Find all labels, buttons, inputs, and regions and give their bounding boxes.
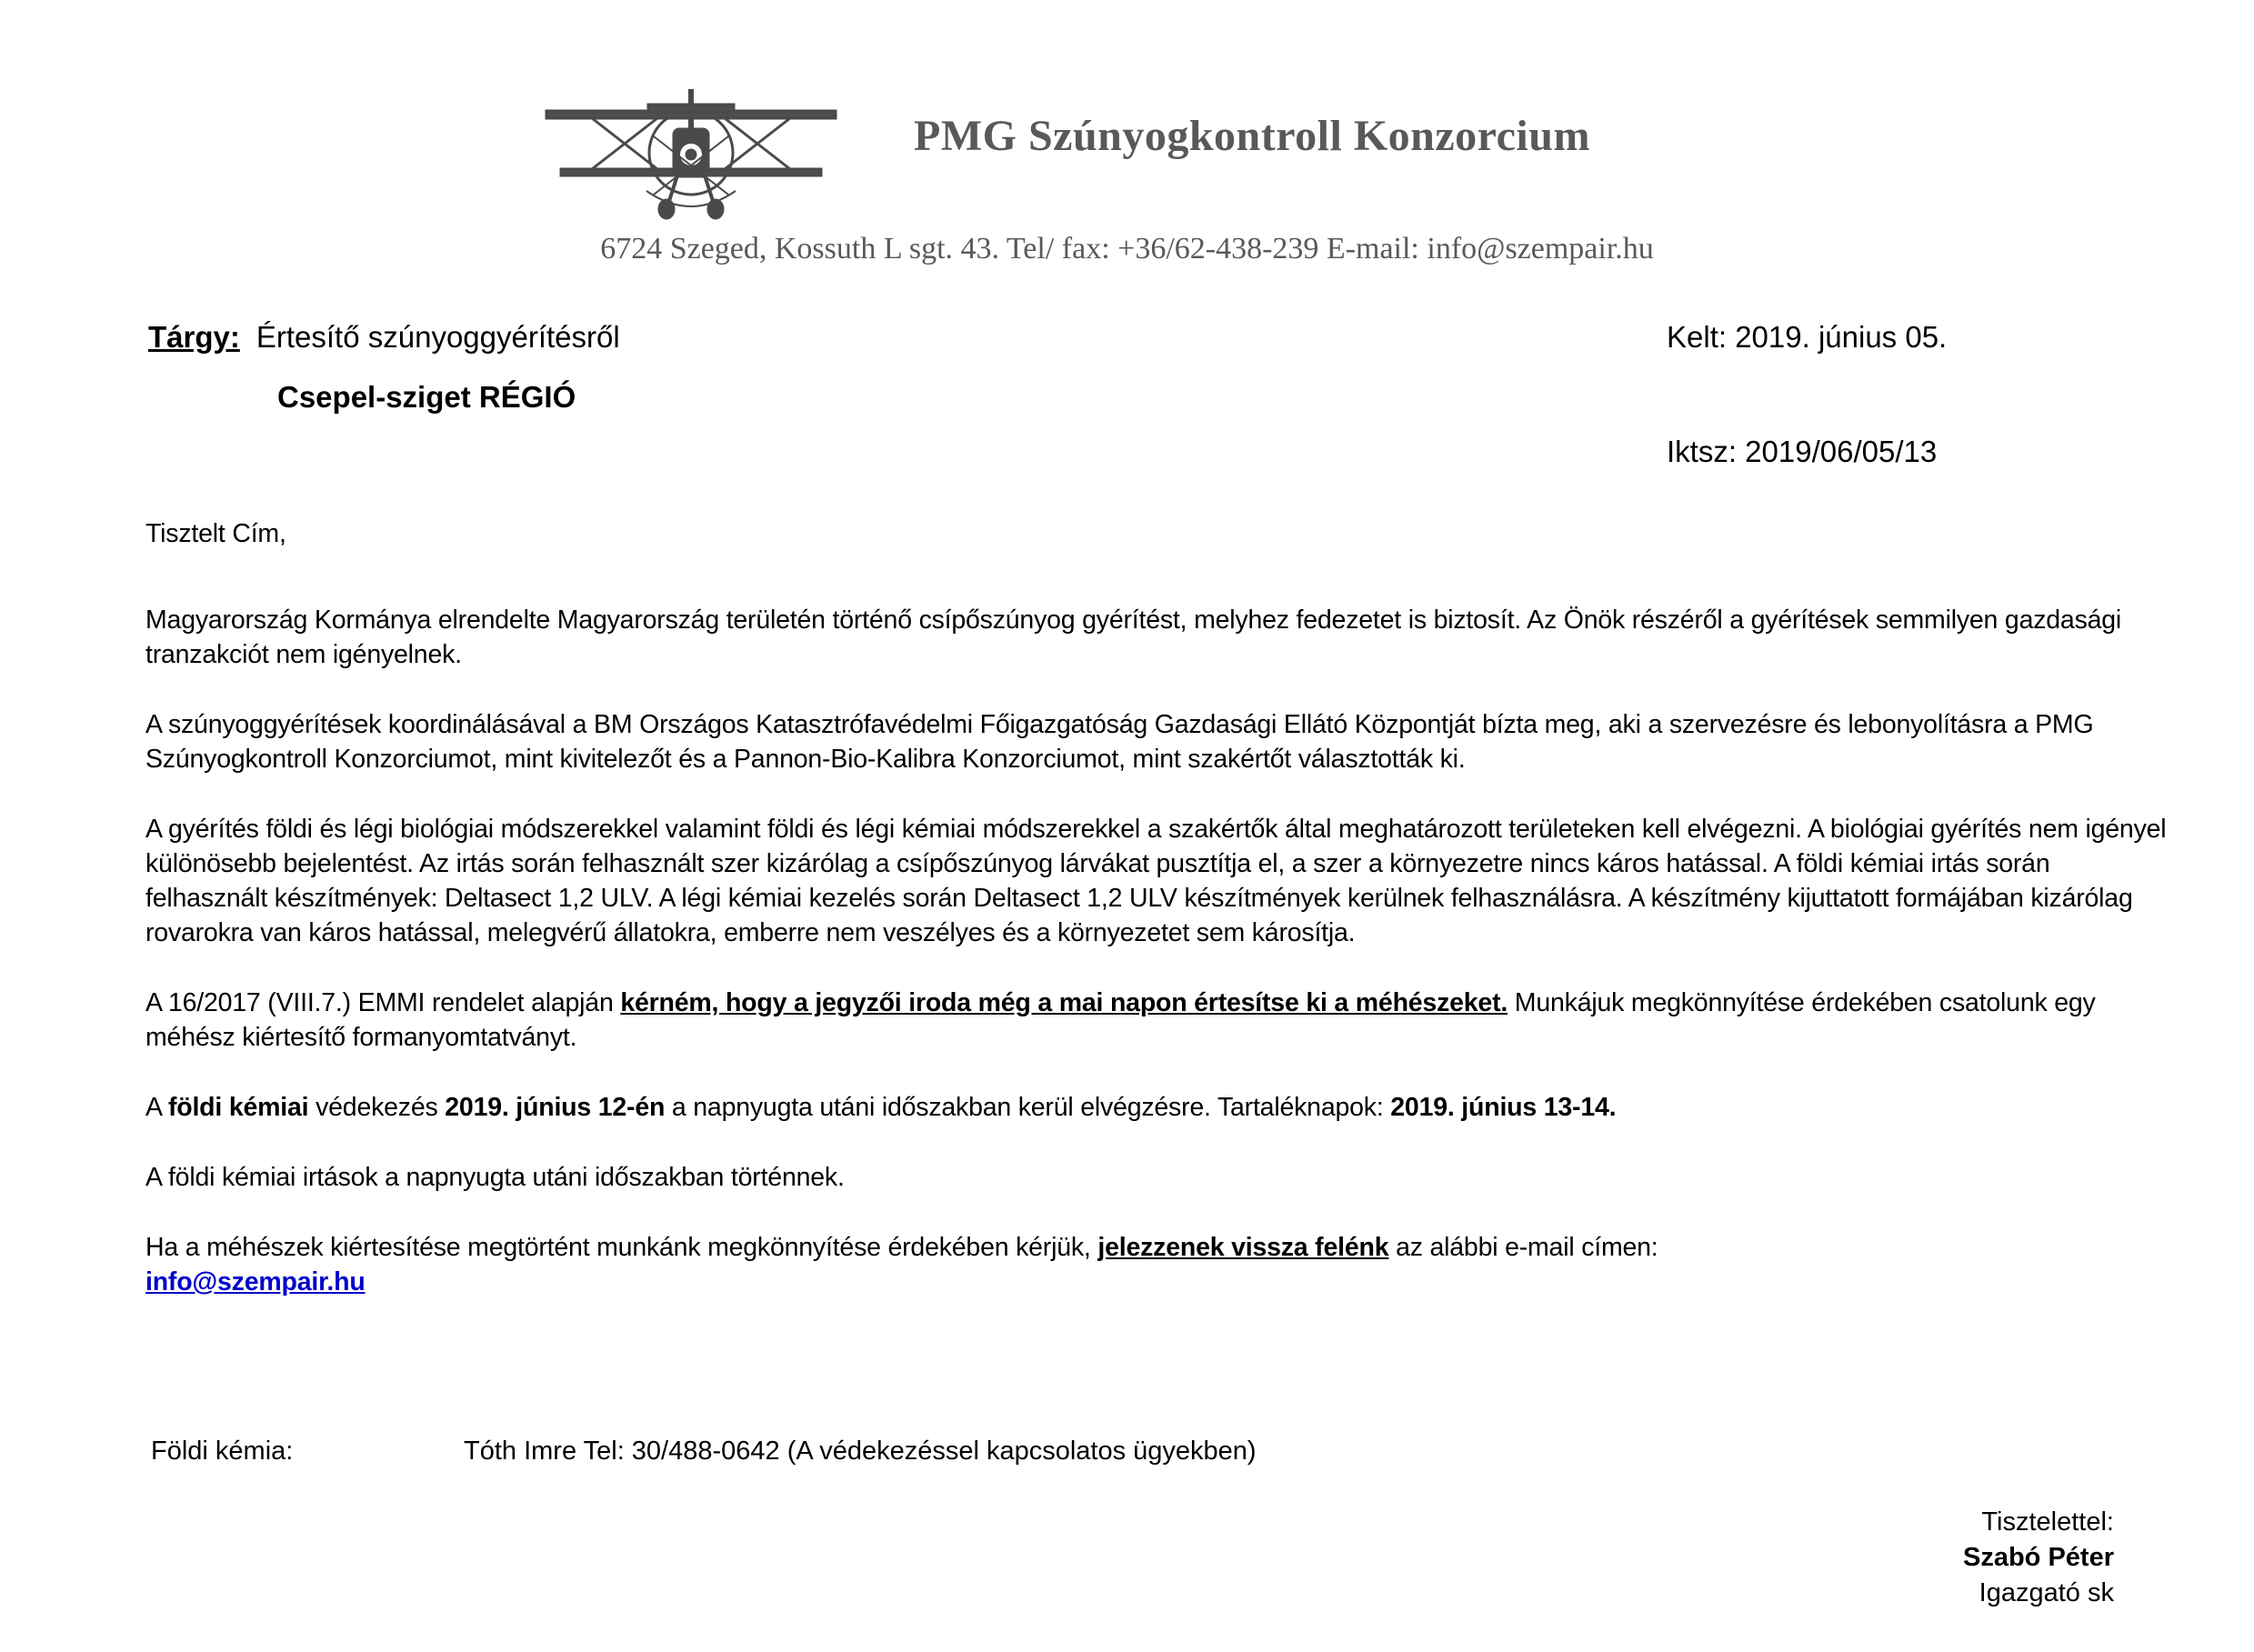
subject-label: Tárgy: (148, 320, 240, 354)
p4-pre-text: A 16/2017 (VIII.7.) EMMI rendelet alapján (145, 988, 621, 1017)
paragraph-after-sunset: A földi kémiai irtások a napnyugta utáni időszakban történnek. (145, 1163, 845, 1192)
paragraph-beekeepers-notice (145, 986, 2169, 1055)
paragraph-methods: A gyérítés földi és légi biológiai módszerekkel valamint földi és légi kémiai módszerekkel a szakértők által meghatározott területeken kell elvégezni. A biológiai gyérítés nem igényel különösebb bejelentést. Az irtás során felhasznált szer kizárólag a csípőszúnyog lárvákat pusztítja el, a szer a környezetre nincs káros hatással. A földi kémiai irtás során felhasznált készítmények: Deltasect 1,2 ULV. A légi kémiai kezelés során Deltasect 1,2 ULV készítmények kerülnek felhasználásra. A készítmény kijuttatott formájában kizárólag rovarokra van káros hatással, melegvérű állatokra, emberre nem veszélyes és a környezetet sem károsítja. (145, 815, 2167, 947)
org-address-line: 6724 Szeged, Kossuth L sgt. 43. Tel/ fax: +36/62-438-239 E-mail: info@szempair.hu (600, 232, 1654, 265)
p4-post-text: Munkájuk megkönnyítése érdekében csatolunk egy méhész kiértesítő formanyomtatványt. (145, 988, 2096, 1052)
paragraph-treatment-dates (145, 1090, 2169, 1125)
subject-row (148, 320, 620, 355)
p5-bold-ground-chemical: földi kémiai (167, 1093, 309, 1122)
p5-bold-reserve-dates: 2019. június 13-14. (1390, 1093, 1617, 1122)
biplane-logo-icon (541, 84, 841, 229)
p5-bold-date: 2019. június 12-én (445, 1093, 666, 1122)
contact-label: Földi kémia: (151, 1437, 294, 1466)
org-title: PMG Szúnyogkontroll Konzorcium (914, 112, 1590, 160)
signature-title: Igazgató sk (1979, 1578, 2114, 1607)
paragraph-coordination: A szúnyoggyérítések koordinálásával a BM Országos Katasztrófavédelmi Főigazgatóság Gazdasági Ellátó Központját bízta meg, aki a szervezésre és lebonyolításra a PMG Szúnyogkontroll Konzorciumot, mint kivitelezőt és a Pannon-Bio-Kalibra Konzorciumot, mint szakértőt választották ki. (145, 710, 2094, 774)
p7-emphasized-text: jelezzenek vissza felénk (1097, 1233, 1389, 1262)
p5-mid-text-2: a napnyugta utáni időszakban kerül elvégzésre. Tartaléknapok: (665, 1093, 1391, 1122)
p7-pre-text: Ha a méhészek kiértesítése megtörtént munkánk megkönnyítése érdekében kérjük, (145, 1233, 1098, 1262)
p5-mid-text-1: védekezés (308, 1093, 446, 1122)
p4-emphasized-text: kérném, hogy a jegyzői iroda még a mai napon értesítse ki a méhészeket. (620, 988, 1508, 1017)
subject-value: Értesítő szúnyoggyérítésről (255, 320, 620, 354)
email-link[interactable]: info@szempair.hu (145, 1267, 366, 1297)
contact-value: Tóth Imre Tel: 30/488-0642 (A védekezéssel kapcsolatos ügyekben) (464, 1437, 1257, 1466)
p5-pre-text: A (145, 1093, 168, 1122)
signature-closing: Tisztelettel: (1981, 1507, 2114, 1537)
paragraph-government-order: Magyarország Kormánya elrendelte Magyarország területén történő csípőszúnyog gyérítést, melyhez fedezetet is biztosít. Az Önök részéről a gyérítések semmilyen gazdasági tranzakciót nem igényelnek. (145, 606, 2122, 669)
p7-post-text: az alábbi e-mail címen: (1388, 1233, 1658, 1262)
letter-body (145, 516, 2169, 1335)
salutation: Tisztelt Cím, (145, 519, 286, 548)
region-line: Csepel-sziget RÉGIÓ (277, 380, 576, 414)
reference-number-line: Iktsz: 2019/06/05/13 (1667, 435, 1938, 468)
paragraph-reply-request (145, 1230, 2169, 1299)
date-line: Kelt: 2019. június 05. (1667, 320, 1948, 354)
contact-row (151, 1437, 1257, 1467)
signature-block (1963, 1505, 2114, 1611)
signature-name: Szabó Péter (1963, 1543, 2114, 1572)
